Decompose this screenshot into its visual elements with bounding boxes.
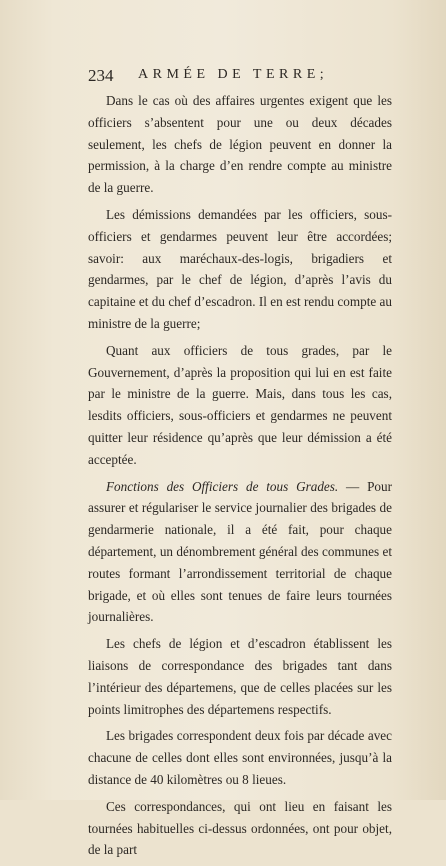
paragraph-text: Les démissions demandées par les officiers, sous-officiers et gendarmes peuvent leur être accordées; savoir: aux maréchaux-des-logis, brigadiers et gendarmes, par le chef de légion, d’après l’avis du capitaine et du chef d’escadron. Il en est rendu compte au ministre de la guerre; [88,206,392,331]
paragraph-purpose [88,796,392,861]
paragraph-text: Ces correspondances, qui ont lieu en faisant les tournées habituelles ci-dessus ordonnées, ont pour objet, de la part [88,798,392,858]
paragraph-text: Dans le cas où des affaires urgentes exigent que les officiers s’absentent pour une ou deux décades seulement, les chefs de légion peuvent en donner la permission, à la charge d’en rendre compte au ministre de la guerre. [88,93,392,196]
running-title: ARMÉE DE TERRE; [138,67,329,82]
paragraph-resignations [88,204,392,335]
paragraph-text: Les chefs de légion et d’escadron établissent les liaisons de correspondance des brigades tant dans l’intérieur des départemens, que de celles placées sur les points limitrophes des départemens respectifs. [88,636,392,717]
paragraph-text: Les brigades correspondent deux fois par décade avec chacune de celles dont elles sont environnées, jusqu’à la distance de 40 kilomètres ou 8 lieues. [88,728,392,787]
paragraph-correspondence [88,725,392,790]
paragraph-officers [88,340,392,471]
section-heading: Fonctions des Officiers de tous Grades. [106,478,339,494]
paragraph-text: — Pour assurer et régulariser le service journalier des brigades de gendarmerie nationale, il a été fait, pour chaque département, un dénombrement général des communes et routes formant l’arrondissement territorial de chaque brigade, et où elles sont tenues de faire leurs tournées journalières. [88,478,392,625]
paragraph-liaisons [88,633,392,720]
paragraph-absence [88,90,392,199]
page-number: 234 [88,66,114,85]
body-text [88,90,392,866]
paragraph-text: Quant aux officiers de tous grades, par le Gouvernement, d’après la proposition qui lui en est faite par le ministre de la guerre. Mais, dans tous les cas, lesdits officiers, sous-officiers et gendarmes ne peuvent quitter leur résidence qu’après que leur démission a été acceptée. [88,342,392,467]
page-header [88,66,388,88]
paragraph-functions [88,476,392,629]
